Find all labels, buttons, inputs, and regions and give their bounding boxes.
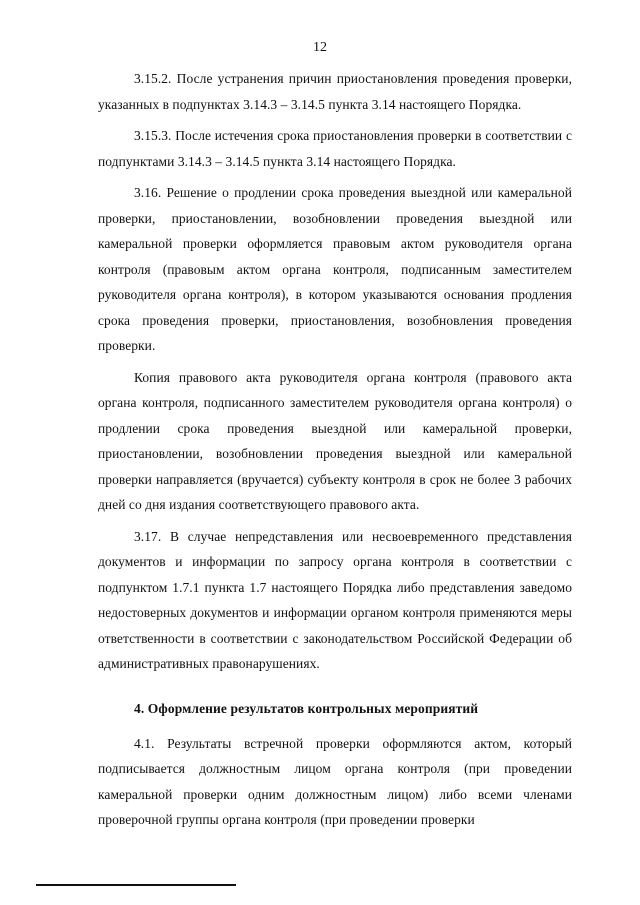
paragraph-4-1: 4.1. Результаты встречной проверки оформляются актом, который подписывается должностным лицом органа контроля (при проведении камеральной проверки одним должностным лицом) либо всеми членами проверочной группы органа контроля (при проведении проверки	[98, 735, 572, 827]
paragraph-3-15-3: 3.15.3. После истечения срока приостановления проверки в соответствии с подпунктами 3.14.3 – 3.14.5 пункта 3.14 настоящего Порядка.	[98, 128, 572, 169]
footnote-divider	[36, 884, 236, 886]
paragraph-3-16: 3.16. Решение о продлении срока проведения выездной или камеральной проверки, приостановлении, возобновлении проведения выездной или камеральной проверки оформляется правовым актом руководителя органа контроля (правовым актом органа контроля, подписанным заместителем руководителя органа контроля), в котором указываются основания продления срока проведения проверки, приостановления, возобновления проведения проверки.	[98, 185, 572, 353]
section-heading: 4. Оформление результатов контрольных мероприятий	[134, 700, 479, 716]
document-body	[98, 66, 572, 839]
paragraph-3-17: 3.17. В случае непредставления или несвоевременного представления документов и информации по запросу органа контроля в соответствии с подпунктом 1.7.1 пункта 1.7 настоящего Порядка либо представления заведомо недостоверных документов и информации органом контроля применяются меры ответственности в соответствии с законодательством Российской Федерации об административных правонарушениях.	[98, 528, 572, 671]
paragraph-copy-of-act: Копия правового акта руководителя органа контроля (правового акта органа контроля, подписанного заместителем руководителя органа контроля) о продлении срока проведения выездной или камеральной проверки, приостановлении, возобновлении проведения выездной или камеральной проверки направляется (вручается) субъекту контроля в срок не более 3 рабочих дней со дня издания соответствующего правового акта.	[98, 369, 572, 512]
page-number: 12	[313, 40, 327, 55]
paragraph-3-15-2: 3.15.2. После устранения причин приостановления проведения проверки, указанных в подпунктах 3.14.3 – 3.14.5 пункта 3.14 настоящего Порядка.	[98, 71, 572, 112]
